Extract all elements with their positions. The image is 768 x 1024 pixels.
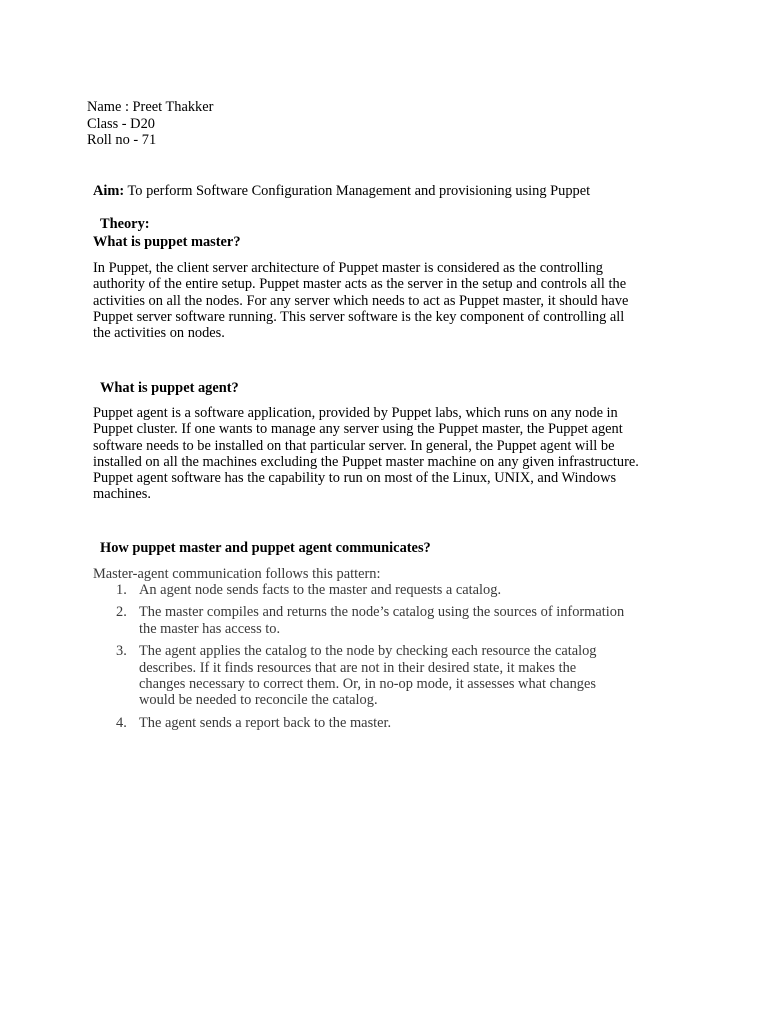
list-item bbox=[93, 582, 624, 598]
student-class: Class - D20 bbox=[87, 116, 155, 132]
paragraph-line: Puppet agent software has the capability to run on most of the Linux, UNIX, and Windows bbox=[93, 470, 617, 487]
communication-steps-list bbox=[93, 582, 624, 737]
puppet-agent-heading: What is puppet agent? bbox=[100, 380, 239, 396]
list-item-number: 2. bbox=[116, 604, 127, 621]
puppet-master-paragraph bbox=[93, 260, 628, 341]
paragraph-line: authority of the entire setup. Puppet master acts as the server in the setup and controls all the bbox=[93, 276, 627, 293]
paragraph-line: activities on all the nodes. For any server which needs to act as Puppet master, it should have bbox=[93, 292, 629, 309]
list-item-line: The agent sends a report back to the master. bbox=[139, 714, 392, 731]
paragraph-line: the activities on nodes. bbox=[93, 325, 225, 342]
list-item bbox=[93, 643, 624, 709]
paragraph-line: Puppet agent is a software application, provided by Puppet labs, which runs on any node in bbox=[93, 405, 618, 421]
list-item-number: 3. bbox=[116, 643, 127, 660]
puppet-master-heading: What is puppet master? bbox=[93, 234, 241, 250]
list-item-line: The agent applies the catalog to the node by checking each resource the catalog bbox=[139, 643, 597, 660]
puppet-agent-paragraph bbox=[93, 405, 639, 503]
list-item-line: changes necessary to correct them. Or, in no-op mode, it assesses what changes bbox=[139, 676, 596, 693]
aim-text: To perform Software Configuration Management and provisioning using Puppet bbox=[124, 183, 591, 199]
paragraph-line: In Puppet, the client server architecture of Puppet master is considered as the controlling bbox=[93, 260, 603, 276]
paragraph-line: software needs to be installed on that particular server. In general, the Puppet agent will be bbox=[93, 437, 615, 454]
theory-heading: Theory: bbox=[100, 216, 150, 232]
paragraph-line: Puppet cluster. If one wants to manage any server using the Puppet master, the Puppet agent bbox=[93, 421, 623, 438]
list-item-number: 4. bbox=[116, 714, 127, 731]
list-item bbox=[93, 715, 624, 731]
paragraph-line: Puppet server software running. This server software is the key component of controlling all bbox=[93, 308, 625, 325]
list-item-line: The master compiles and returns the node’s catalog using the sources of information bbox=[139, 604, 625, 621]
communication-intro: Master-agent communication follows this pattern: bbox=[93, 566, 381, 582]
student-name: Name : Preet Thakker bbox=[87, 99, 214, 115]
list-item-line: An agent node sends facts to the master and requests a catalog. bbox=[139, 582, 502, 598]
paragraph-line: installed on all the machines excluding the Puppet master machine on any given infrastructure. bbox=[93, 453, 639, 470]
student-roll-no: Roll no - 71 bbox=[87, 132, 157, 148]
list-item bbox=[93, 604, 624, 637]
paragraph-line: machines. bbox=[93, 486, 151, 503]
list-item-line: the master has access to. bbox=[139, 620, 281, 637]
communication-heading: How puppet master and puppet agent communicates? bbox=[100, 540, 431, 556]
list-item-line: describes. If it finds resources that are not in their desired state, it makes the bbox=[139, 659, 577, 676]
list-item-line: would be needed to reconcile the catalog. bbox=[139, 692, 378, 709]
aim-line bbox=[93, 183, 590, 200]
aim-label: Aim: bbox=[93, 183, 125, 199]
list-item-number: 1. bbox=[116, 582, 127, 598]
